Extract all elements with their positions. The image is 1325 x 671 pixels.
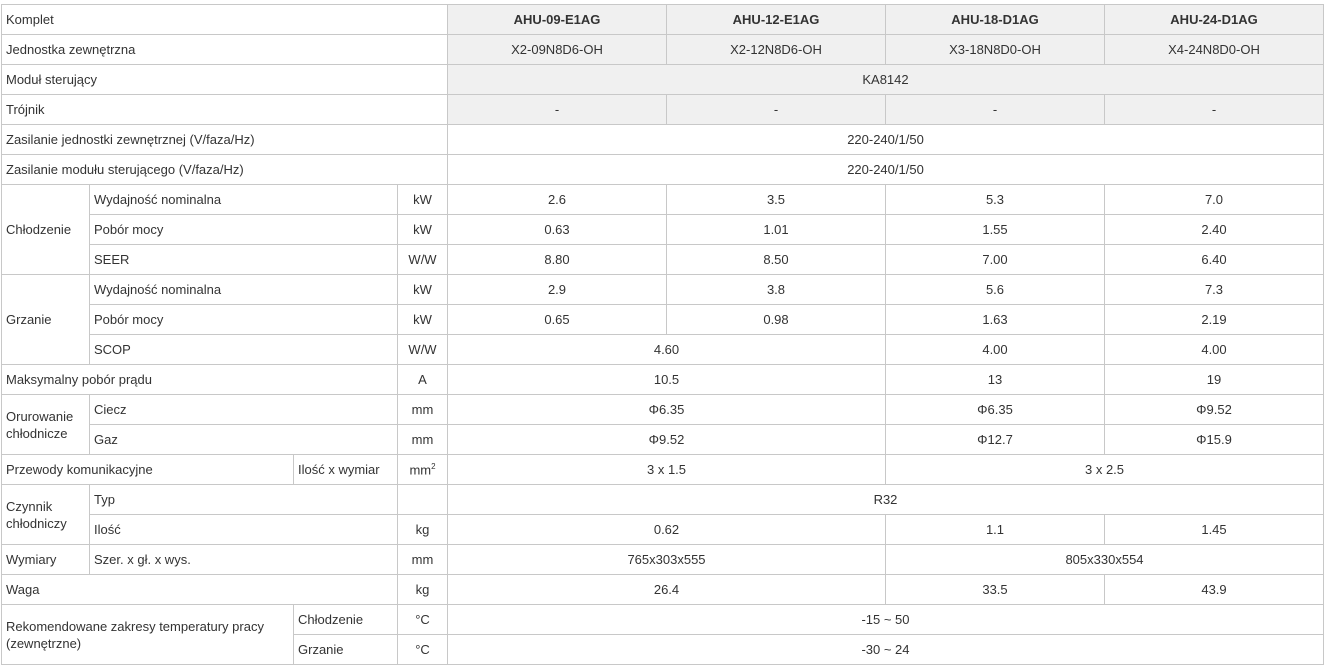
outdoor-unit-4: X4-24N8D0-OH <box>1105 35 1324 65</box>
outdoor-unit-2: X2-12N8D6-OH <box>667 35 886 65</box>
heating-capacity-label: Wydajność nominalna <box>90 275 398 305</box>
row-cooling-power <box>2 215 1324 245</box>
piping-gas-1-2: Φ9.52 <box>448 425 886 455</box>
tee-2: - <box>667 95 886 125</box>
model-1: AHU-09-E1AG <box>448 5 667 35</box>
tee-3: - <box>886 95 1105 125</box>
refrigerant-label: Czynnik chłodniczy <box>2 485 90 545</box>
temp-cooling-value: -15 ~ 50 <box>448 605 1324 635</box>
heating-capacity-2: 3.8 <box>667 275 886 305</box>
cooling-power-3: 1.55 <box>886 215 1105 245</box>
max-current-3: 13 <box>886 365 1105 395</box>
comm-wires-unit <box>398 455 448 485</box>
seer-1: 8.80 <box>448 245 667 275</box>
tee-4: - <box>1105 95 1324 125</box>
cooling-capacity-label: Wydajność nominalna <box>90 185 398 215</box>
row-refrigerant-amount <box>2 515 1324 545</box>
temp-heating-unit: °C <box>398 635 448 665</box>
cooling-capacity-4: 7.0 <box>1105 185 1324 215</box>
refrigerant-type-unit <box>398 485 448 515</box>
cooling-capacity-2: 3.5 <box>667 185 886 215</box>
refrigerant-type-label: Typ <box>90 485 398 515</box>
refrigerant-amount-3: 1.1 <box>886 515 1105 545</box>
cooling-capacity-3: 5.3 <box>886 185 1105 215</box>
dimensions-1-2: 765x303x555 <box>448 545 886 575</box>
cooling-label: Chłodzenie <box>2 185 90 275</box>
spec-table <box>1 4 1324 665</box>
dimensions-label: Wymiary <box>2 545 90 575</box>
row-scop <box>2 335 1324 365</box>
scop-3: 4.00 <box>886 335 1105 365</box>
temp-heating-value: -30 ~ 24 <box>448 635 1324 665</box>
row-heating-power <box>2 305 1324 335</box>
piping-liquid-unit: mm <box>398 395 448 425</box>
cooling-power-unit: kW <box>398 215 448 245</box>
outdoor-power-label: Zasilanie jednostki zewnętrznej (V/faza/Hz) <box>2 125 448 155</box>
heating-capacity-1: 2.9 <box>448 275 667 305</box>
comm-wires-label: Przewody komunikacyjne <box>2 455 294 485</box>
comm-wires-sublabel: Ilość x wymiar <box>294 455 398 485</box>
comm-wires-3-4: 3 x 2.5 <box>886 455 1324 485</box>
scop-label: SCOP <box>90 335 398 365</box>
max-current-1-2: 10.5 <box>448 365 886 395</box>
heating-power-1: 0.65 <box>448 305 667 335</box>
control-module-value: KA8142 <box>448 65 1324 95</box>
refrigerant-amount-4: 1.45 <box>1105 515 1324 545</box>
seer-2: 8.50 <box>667 245 886 275</box>
outdoor-power-value: 220-240/1/50 <box>448 125 1324 155</box>
refrigerant-amount-1-2: 0.62 <box>448 515 886 545</box>
row-refrigerant-type <box>2 485 1324 515</box>
piping-liquid-4: Φ9.52 <box>1105 395 1324 425</box>
seer-4: 6.40 <box>1105 245 1324 275</box>
row-max-current <box>2 365 1324 395</box>
scop-1-2: 4.60 <box>448 335 886 365</box>
row-heating-capacity <box>2 275 1324 305</box>
dimensions-unit: mm <box>398 545 448 575</box>
row-piping-liquid <box>2 395 1324 425</box>
piping-liquid-1-2: Φ6.35 <box>448 395 886 425</box>
heating-power-label: Pobór mocy <box>90 305 398 335</box>
cooling-capacity-unit: kW <box>398 185 448 215</box>
model-2: AHU-12-E1AG <box>667 5 886 35</box>
row-control-module <box>2 65 1324 95</box>
comm-wires-unit-sup: 2 <box>431 461 436 471</box>
cooling-capacity-1: 2.6 <box>448 185 667 215</box>
module-power-value: 220-240/1/50 <box>448 155 1324 185</box>
refrigerant-amount-unit: kg <box>398 515 448 545</box>
max-current-label: Maksymalny pobór prądu <box>2 365 398 395</box>
piping-gas-label: Gaz <box>90 425 398 455</box>
temp-range-label: Rekomendowane zakresy temperatury pracy (zewnętrzne) <box>2 605 294 665</box>
dimensions-3-4: 805x330x554 <box>886 545 1324 575</box>
row-cooling-capacity <box>2 185 1324 215</box>
model-3: AHU-18-D1AG <box>886 5 1105 35</box>
heating-power-2: 0.98 <box>667 305 886 335</box>
heating-capacity-unit: kW <box>398 275 448 305</box>
tee-label: Trójnik <box>2 95 448 125</box>
row-outdoor-unit <box>2 35 1324 65</box>
row-dimensions <box>2 545 1324 575</box>
temp-cooling-label: Chłodzenie <box>294 605 398 635</box>
outdoor-unit-label: Jednostka zewnętrzna <box>2 35 448 65</box>
cooling-power-4: 2.40 <box>1105 215 1324 245</box>
piping-label: Orurowanie chłodnicze <box>2 395 90 455</box>
piping-gas-unit: mm <box>398 425 448 455</box>
weight-1-2: 26.4 <box>448 575 886 605</box>
row-comm-wires <box>2 455 1324 485</box>
cooling-power-2: 1.01 <box>667 215 886 245</box>
temp-heating-label: Grzanie <box>294 635 398 665</box>
weight-label: Waga <box>2 575 398 605</box>
dimensions-sublabel: Szer. x gł. x wys. <box>90 545 398 575</box>
komplet-label: Komplet <box>2 5 448 35</box>
piping-gas-3: Φ12.7 <box>886 425 1105 455</box>
row-tee <box>2 95 1324 125</box>
weight-3: 33.5 <box>886 575 1105 605</box>
cooling-power-1: 0.63 <box>448 215 667 245</box>
refrigerant-amount-label: Ilość <box>90 515 398 545</box>
heating-power-4: 2.19 <box>1105 305 1324 335</box>
seer-unit: W/W <box>398 245 448 275</box>
comm-wires-1-2: 3 x 1.5 <box>448 455 886 485</box>
heating-capacity-4: 7.3 <box>1105 275 1324 305</box>
heating-power-unit: kW <box>398 305 448 335</box>
control-module-label: Moduł sterujący <box>2 65 448 95</box>
module-power-label: Zasilanie modułu sterującego (V/faza/Hz) <box>2 155 448 185</box>
refrigerant-type-value: R32 <box>448 485 1324 515</box>
row-outdoor-power <box>2 125 1324 155</box>
outdoor-unit-1: X2-09N8D6-OH <box>448 35 667 65</box>
row-module-power <box>2 155 1324 185</box>
row-temp-cooling <box>2 605 1324 635</box>
outdoor-unit-3: X3-18N8D0-OH <box>886 35 1105 65</box>
weight-unit: kg <box>398 575 448 605</box>
piping-liquid-label: Ciecz <box>90 395 398 425</box>
row-seer <box>2 245 1324 275</box>
scop-4: 4.00 <box>1105 335 1324 365</box>
row-komplet <box>2 5 1324 35</box>
piping-gas-4: Φ15.9 <box>1105 425 1324 455</box>
heating-label: Grzanie <box>2 275 90 365</box>
model-4: AHU-24-D1AG <box>1105 5 1324 35</box>
seer-3: 7.00 <box>886 245 1105 275</box>
heating-power-3: 1.63 <box>886 305 1105 335</box>
cooling-power-label: Pobór mocy <box>90 215 398 245</box>
weight-4: 43.9 <box>1105 575 1324 605</box>
tee-1: - <box>448 95 667 125</box>
scop-unit: W/W <box>398 335 448 365</box>
seer-label: SEER <box>90 245 398 275</box>
piping-liquid-3: Φ6.35 <box>886 395 1105 425</box>
row-weight <box>2 575 1324 605</box>
max-current-4: 19 <box>1105 365 1324 395</box>
comm-wires-unit-base: mm <box>409 462 432 478</box>
heating-capacity-3: 5.6 <box>886 275 1105 305</box>
row-piping-gas <box>2 425 1324 455</box>
temp-cooling-unit: °C <box>398 605 448 635</box>
max-current-unit: A <box>398 365 448 395</box>
